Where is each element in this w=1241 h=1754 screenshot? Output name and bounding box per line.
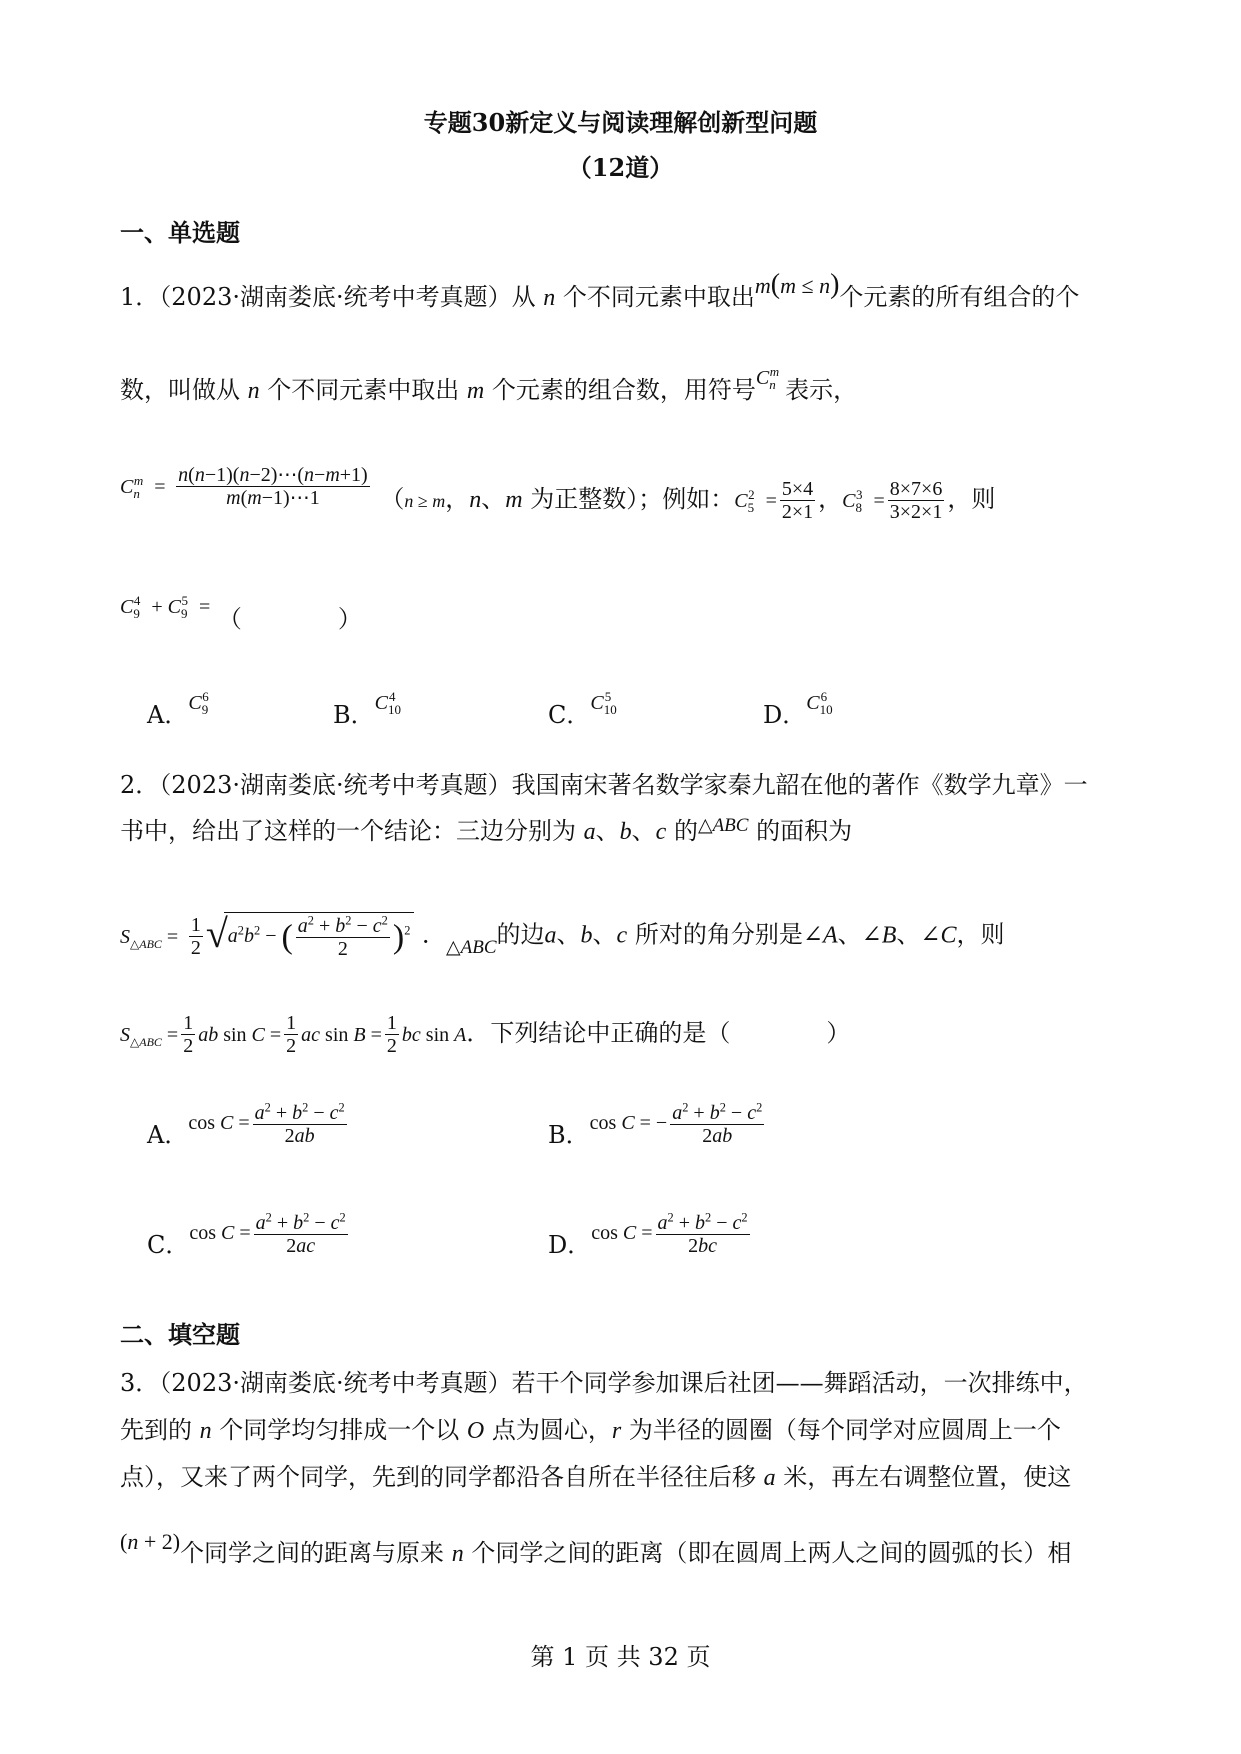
q2-line-3: $S_{\triangle ABC}$ = $\frac{1}{2}$ $√a^2b^2$ − ( $\frac{a^2 + b^2 - c^2}{2}$ )$^2$ ．$_{\triangle ABC}$的边a、b、c 所对的角分别是∠A、∠B、∠C，则 [120,911,1005,960]
q2-option-d[interactable]: D．$^{cos C = \frac{a^2 + b^2 - c^2}{2bc}}$ [548,1210,748,1260]
q1-line-1: 1．（2023·湖南娄底·统考中考真题）从 n 个不同元素中取出m(m ≤ n)个元素的所有组合的个 [120,269,1080,311]
q1-source: （2023·湖南娄底·统考中考真题） [159,283,512,311]
page-footer: 第 1 页 共 32 页 [530,1643,711,1671]
q2-number: 2． [120,771,160,799]
page-subtitle: （12道） [567,153,674,182]
q1-line-4: $^{C_9^4 + C_9^5 =}$ （ ） [120,593,362,633]
page-title: 专题30新定义与阅读理解创新型问题 [423,108,818,137]
section-heading-fill-blank: 二、填空题 [120,1320,240,1349]
section-heading-single-choice: 一、单选题 [120,218,240,247]
q1-line-3: $^{C_n^m =}$ $\frac{n(n-1)(n-2)\cdots(n-m+1)}{m(m-1)\cdots 1}$ （n ≥ m，n、m 为正整数）；例如：$C_5^2$ = $\frac{5\times 4}{2\times 1}$ ，$C_8^3$ = $\frac{8\times 7\times 6}{3\times 2\times 1}$ ，则 [120,464,996,523]
q2-source: （2023·湖南娄底·统考中考真题） [159,771,512,799]
q3-line-3: 点），又来了两个同学，先到的同学都沿各自所在半径往后移 a 米，再左右调整位置，使这 [120,1463,1072,1491]
q1-answer-blank: （ ） [217,605,362,633]
q2-line-2: 书中，给出了这样的一个结论：三边分别为 a、b、c 的$^{\triangle ABC}$ 的面积为 [120,815,853,845]
q3-source: （2023·湖南娄底·统考中考真题） [159,1369,512,1397]
q2-option-c[interactable]: C．$^{cos C = \frac{a^2 + b^2 - c^2}{2ac}}$ [147,1210,346,1260]
q1-number: 1． [120,283,160,311]
q1-option-a[interactable]: A．$^{C_9^6}$ [147,689,209,729]
q2-option-b[interactable]: B．$^{cos C = - \frac{a^2 + b^2 - c^2}{2ab}}$ [548,1100,763,1150]
q1-option-d[interactable]: D．$^{C_{10}^6}$ [763,689,833,729]
q3-line-1: 3．（2023·湖南娄底·统考中考真题）若干个同学参加课后社团——舞蹈活动，一次排练中， [120,1369,1088,1397]
q2-option-a[interactable]: A．$^{cos C = \frac{a^2 + b^2 - c^2}{2ab}}$ [147,1100,345,1150]
q1-option-c[interactable]: C．$^{C_{10}^5}$ [548,689,617,729]
q1-line-2: 数，叫做从 n 个不同元素中取出 m 个元素的组合数，用符号$^{C_n^m}$表示， [120,364,858,404]
q2-line-1: 2．（2023·湖南娄底·统考中考真题）我国南宋著名数学家秦九韶在他的著作《数学九章》一 [120,771,1088,799]
q1-option-b[interactable]: B．$^{C_{10}^4}$ [333,689,401,729]
q3-line-2: 先到的 n 个同学均匀排成一个以 O 点为圆心，r 为半径的圆圈（每个同学对应圆周上一个 [120,1416,1061,1444]
q3-number: 3． [120,1369,160,1397]
q3-line-4: (n + 2)个同学之间的距离与原来 n 个同学之间的距离（即在圆周上两人之间的圆弧的长）相 [120,1529,1072,1567]
q2-line-4: $S_{\triangle ABC}$ = $\frac{1}{2}$ ab sin C = $\frac{1}{2}$ ac sin B = $\frac{1}{2}$ bc sin A．下列结论中正确的是（ ） [120,1012,851,1057]
